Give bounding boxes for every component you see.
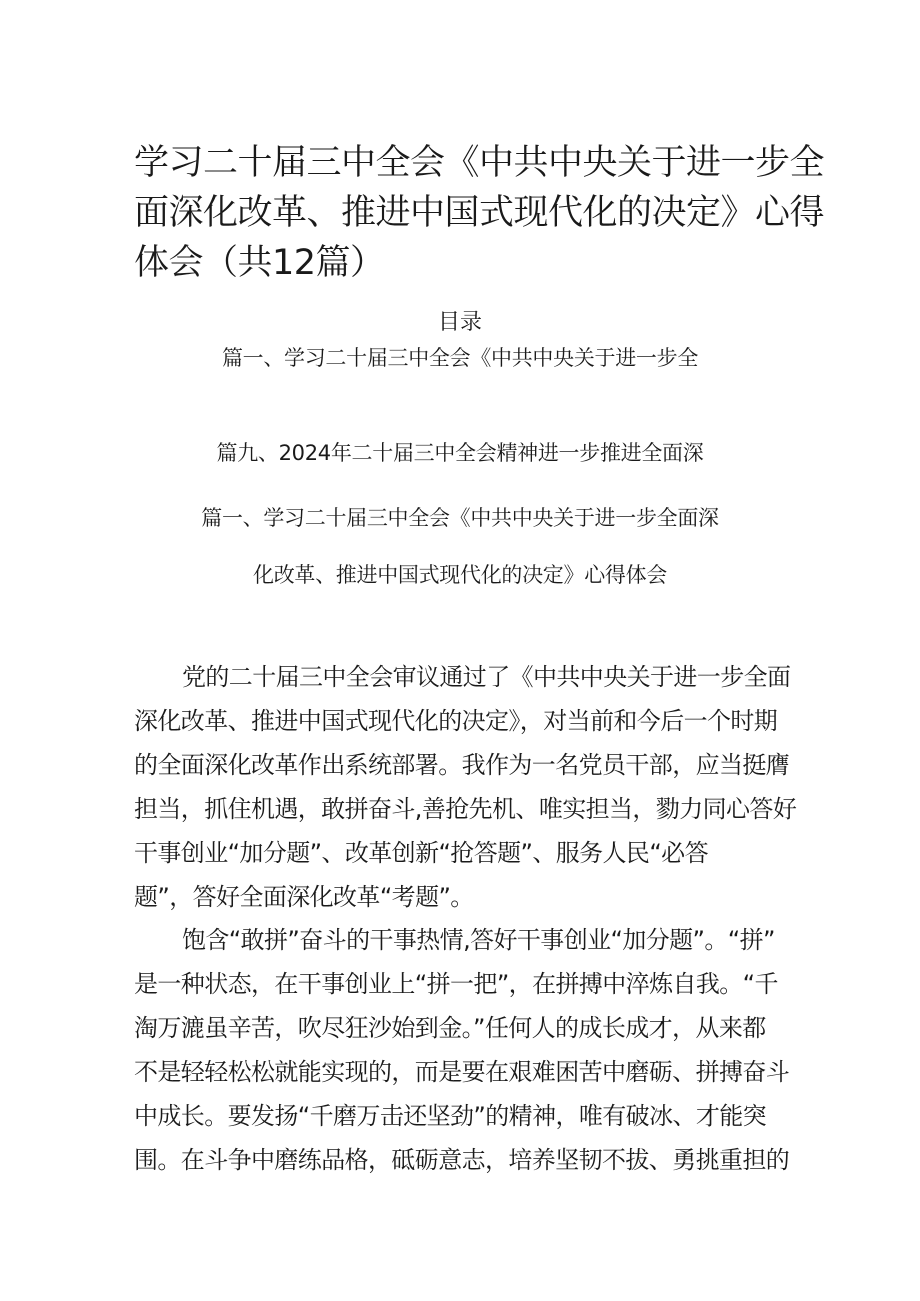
paragraph-line: 围。在斗争中磨练品格，砥砺意志，培养坚韧不拔、勇挑重担的 [134,1146,790,1174]
toc-item[interactable]: 篇一、学习二十届三中全会《中共中央关于进一步全 [221,346,699,370]
paragraph-line: 深化改革、推进中国式现代化的决定》，对当前和今后一个时期 [134,707,778,735]
body-paragraph [134,655,797,919]
section-heading-line: 化改革、推进中国式现代化的决定》心得体会 [253,563,667,587]
toc-item[interactable]: 篇九、2024年二十届三中全会精神进一步推进全面深 [216,441,704,465]
paragraph-line: 不是轻轻松松就能实现的，而是要在艰难困苦中磨砺、拼搏奋斗 [134,1058,790,1086]
paragraph-line: 淘万漉虽辛苦，吹尽狂沙始到金。”任何人的成长成才，从来都 [134,1014,766,1042]
title-line: 面深化改革、推进中国式现代化的决定》心得 [134,193,825,233]
paragraph-line: 中成长。要发扬“千磨万击还坚劲”的精神，唯有破冰、才能突 [134,1102,767,1130]
paragraph-line: 干事创业“加分题”、改革创新“抢答题”、服务人民“必答 [134,839,708,867]
paragraph-line: 饱含“敢拼”奋斗的干事热情,答好干事创业“加分题”。“拼” [182,926,775,954]
section-heading-line: 篇一、学习二十届三中全会《中共中央关于进一步全面深 [201,506,719,530]
paragraph-line: 担当，抓住机遇，敢拼奋斗,善抢先机、唯实担当，勠力同心答好 [134,795,797,823]
document-title [134,138,825,288]
paragraph-line: 的全面深化改革作出系统部署。我作为一名党员干部，应当挺膺 [134,751,790,779]
section-heading [0,503,920,593]
paragraph-line: 题”，答好全面深化改革“考题”。 [134,883,474,911]
paragraph-line: 党的二十届三中全会审议通过了《中共中央关于进一步全面 [182,663,791,691]
toc-heading: 目录 [437,310,482,335]
title-line: 体会（共12篇） [134,243,385,283]
body-paragraph [134,918,794,1182]
paragraph-line: 是一种状态，在干事创业上“拼一把”，在拼搏中淬炼自我。“千 [134,970,778,998]
title-line: 学习二十届三中全会《中共中央关于进一步全 [134,143,825,183]
